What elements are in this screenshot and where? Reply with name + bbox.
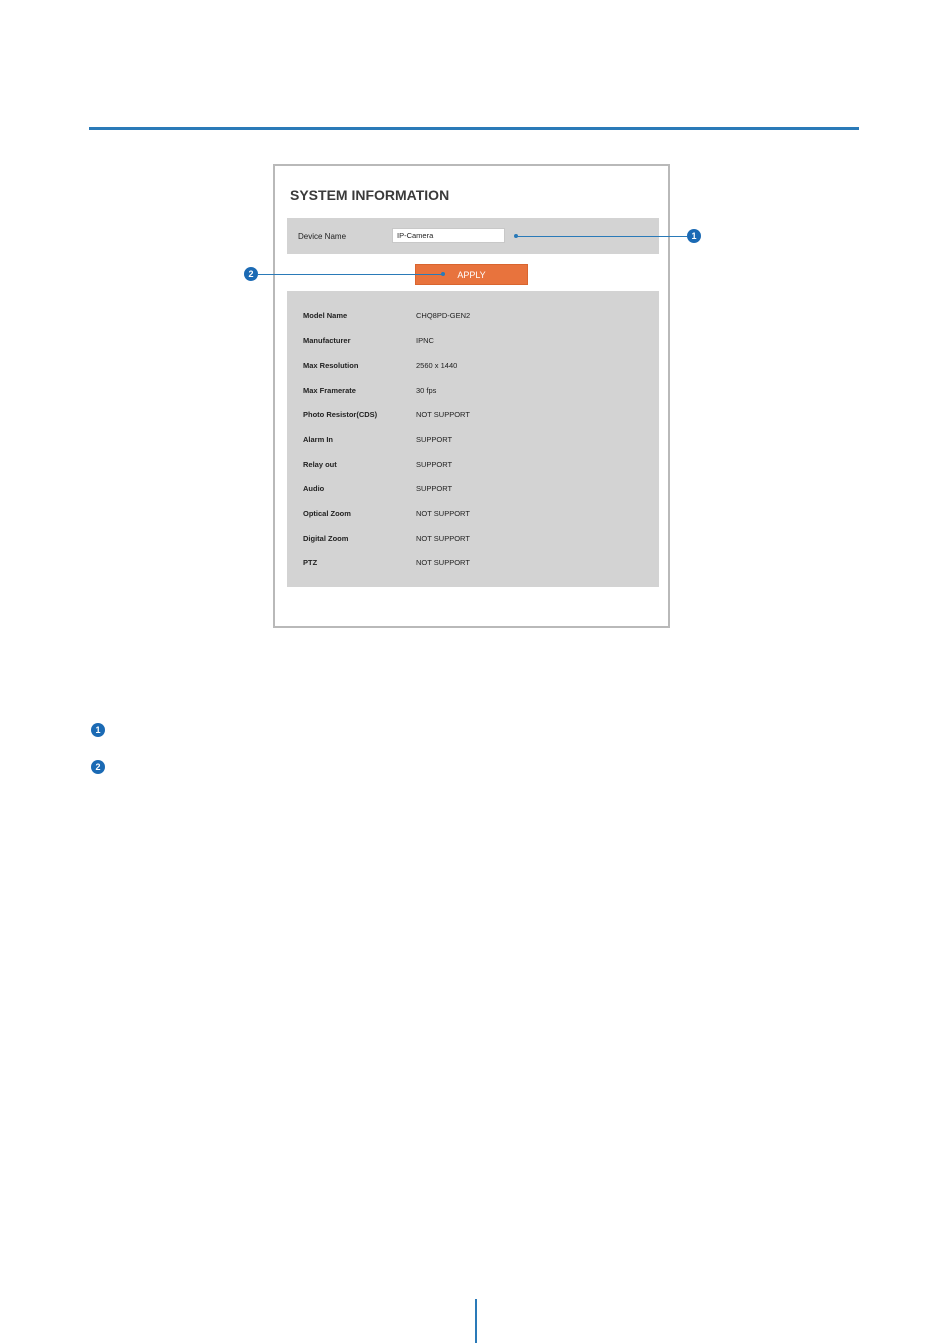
info-row-max-resolution <box>287 361 659 375</box>
info-row-relay-out <box>287 460 659 474</box>
info-row-model-name <box>287 311 659 325</box>
info-value: NOT SUPPORT <box>416 558 470 567</box>
info-label: Max Framerate <box>303 386 356 395</box>
info-value: IPNC <box>416 336 434 345</box>
info-row-photo-resistor <box>287 410 659 424</box>
info-value: CHQ8PD-GEN2 <box>416 311 471 320</box>
info-value: 2560 x 1440 <box>416 361 458 370</box>
panel-title: SYSTEM INFORMATION <box>290 187 450 203</box>
callout-2-badge: 2 <box>244 267 258 281</box>
callout-1-badge: 1 <box>687 229 701 243</box>
info-label: Photo Resistor(CDS) <box>303 410 378 419</box>
legend-1-badge: 1 <box>91 723 105 737</box>
system-information-panel <box>273 164 670 628</box>
info-label: Digital Zoom <box>303 534 349 543</box>
callout-2-anchor-dot <box>441 272 445 276</box>
info-value: 30 fps <box>416 386 437 395</box>
info-value: SUPPORT <box>416 460 453 469</box>
info-row-ptz <box>287 558 659 572</box>
info-label: Relay out <box>303 460 337 469</box>
callout-2-leader-line <box>258 274 442 275</box>
info-label: Optical Zoom <box>303 509 351 518</box>
info-row-max-framerate <box>287 386 659 400</box>
callout-1-leader-line <box>516 236 687 237</box>
info-value: SUPPORT <box>416 435 453 444</box>
info-label: Manufacturer <box>303 336 351 345</box>
info-row-alarm-in <box>287 435 659 449</box>
info-row-manufacturer <box>287 336 659 350</box>
info-label: Alarm In <box>303 435 334 444</box>
info-value: NOT SUPPORT <box>416 534 470 543</box>
info-label: PTZ <box>303 558 318 567</box>
header-rule <box>89 127 859 130</box>
info-row-optical-zoom <box>287 509 659 523</box>
footer-rule <box>475 1299 477 1343</box>
info-row-audio <box>287 484 659 498</box>
info-value: NOT SUPPORT <box>416 410 470 419</box>
info-label: Audio <box>303 484 325 493</box>
apply-button[interactable]: APPLY <box>415 264 528 285</box>
device-name-input[interactable] <box>392 228 505 243</box>
device-name-label: Device Name <box>298 232 347 241</box>
info-value: NOT SUPPORT <box>416 509 470 518</box>
info-label: Model Name <box>303 311 348 320</box>
legend-2-badge: 2 <box>91 760 105 774</box>
info-value: SUPPORT <box>416 484 453 493</box>
info-label: Max Resolution <box>303 361 359 370</box>
system-info-list <box>287 291 659 587</box>
info-row-digital-zoom <box>287 534 659 548</box>
